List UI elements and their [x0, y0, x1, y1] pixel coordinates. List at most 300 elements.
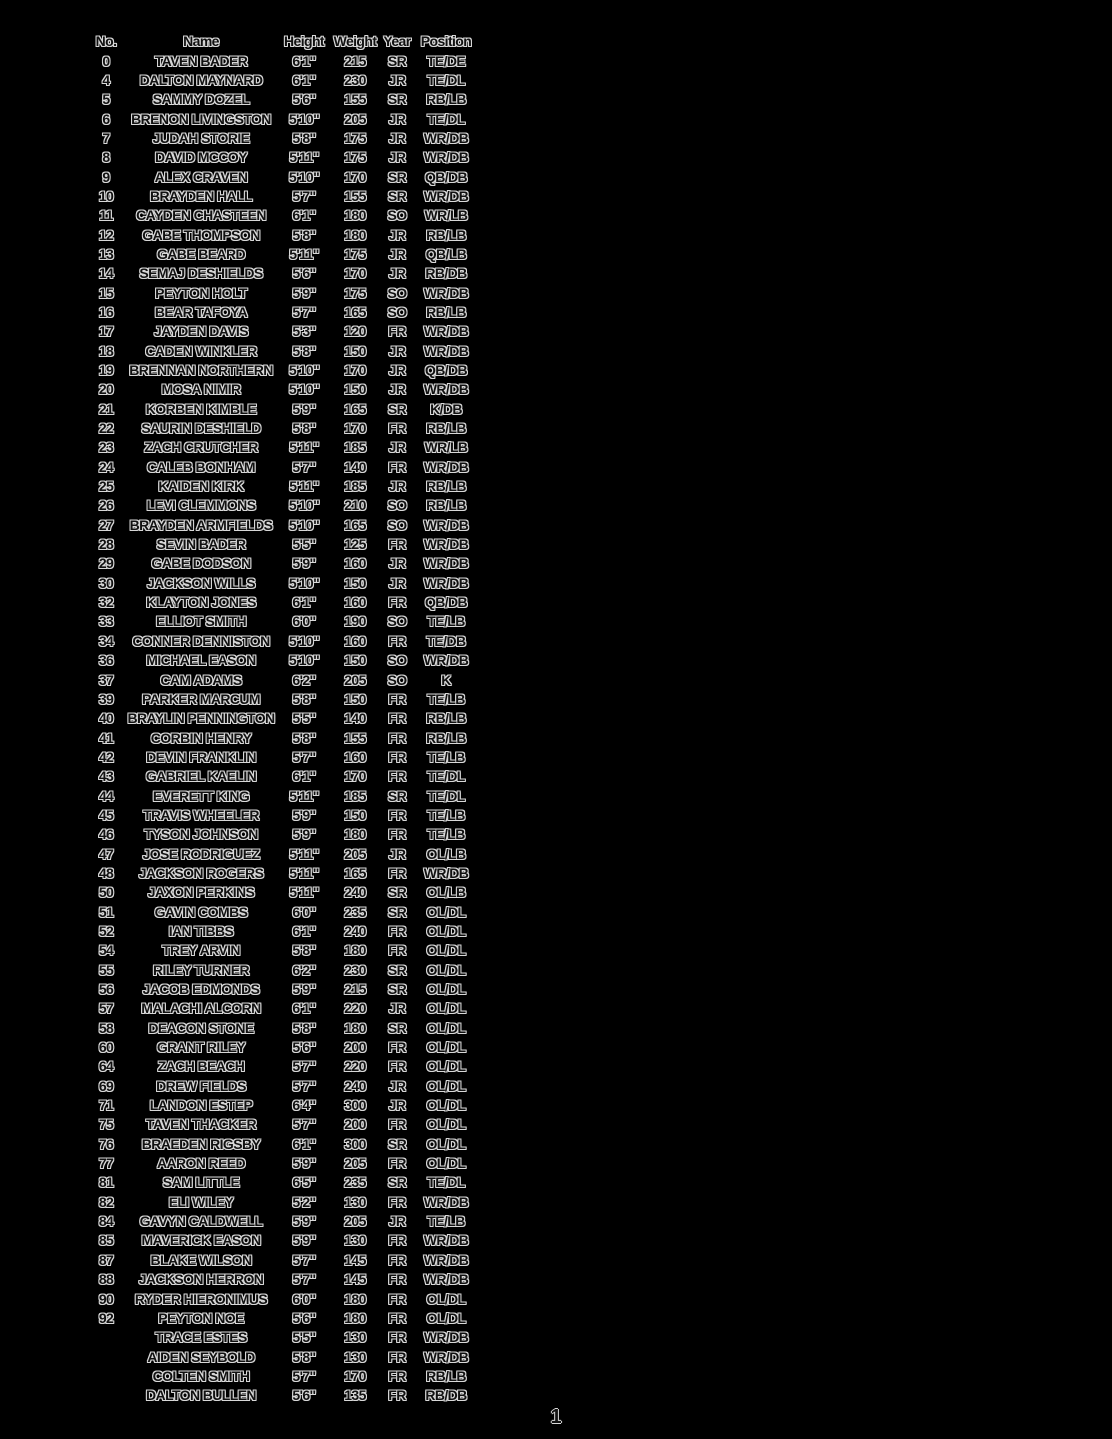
player-weight-cell: 190 — [344, 613, 366, 630]
player-name-cell: ELLIOT SMITH — [155, 613, 246, 630]
player-no-cell: 14 — [98, 265, 114, 282]
player-year-cell: JR — [388, 1097, 406, 1114]
player-weight-cell: 180 — [344, 826, 366, 843]
player-height-cell: 5'10" — [288, 574, 320, 591]
player-name-cell: GABE DODSON — [151, 555, 251, 572]
player-position-cell: RB/LB — [426, 226, 466, 243]
table-row — [86, 1386, 476, 1405]
player-year-cell: FR — [388, 1290, 406, 1307]
player-height-cell: 5'10" — [288, 652, 320, 669]
player-no-cell: 54 — [98, 942, 114, 959]
player-height-cell: 5'9" — [292, 806, 316, 823]
player-year-cell: FR — [388, 1329, 406, 1346]
player-name-cell: PEYTON HOLT — [155, 284, 247, 301]
player-weight-cell: 205 — [344, 671, 366, 688]
player-position-cell: WR/DB — [423, 1348, 469, 1365]
player-position-cell: TE/DE — [426, 52, 466, 69]
player-year-cell: FR — [388, 420, 406, 437]
player-name-cell: MOSA NIMIR — [161, 381, 241, 398]
player-height-cell: 5'10" — [288, 497, 320, 514]
player-position-cell: OL/DL — [426, 981, 466, 998]
player-name-cell: CADEN WINKLER — [145, 342, 257, 359]
table-row — [86, 670, 476, 689]
player-position-cell: WR/DB — [423, 129, 469, 146]
player-year-cell: JR — [388, 439, 406, 456]
player-year-cell: SR — [387, 884, 407, 901]
player-no-cell: 85 — [98, 1232, 114, 1249]
player-weight-cell: 175 — [344, 245, 366, 262]
table-row — [86, 554, 476, 573]
player-position-cell: OL/LB — [426, 884, 466, 901]
player-year-cell: SR — [387, 961, 407, 978]
player-height-cell: 6'0" — [292, 903, 316, 920]
header-height: Height — [284, 33, 324, 50]
player-height-cell: 5'10" — [288, 168, 320, 185]
player-name-cell: JAXON PERKINS — [147, 884, 255, 901]
player-height-cell: 5'10" — [288, 110, 320, 127]
player-weight-cell: 160 — [344, 594, 366, 611]
player-height-cell: 5'11" — [289, 845, 319, 862]
player-name-cell: GABRIEL KAELIN — [145, 768, 257, 785]
player-position-cell: WR/DB — [423, 1193, 469, 1210]
player-year-cell: SO — [387, 652, 407, 669]
player-year-cell: FR — [388, 1116, 406, 1133]
player-weight-cell: 130 — [344, 1348, 366, 1365]
table-row — [86, 51, 476, 70]
player-weight-cell: 235 — [344, 903, 366, 920]
player-height-cell: 5'7" — [292, 748, 316, 765]
player-no-cell: 24 — [98, 458, 114, 475]
player-position-cell: WR/DB — [423, 187, 469, 204]
player-weight-cell: 145 — [344, 1251, 366, 1268]
table-row — [86, 767, 476, 786]
player-weight-cell: 150 — [344, 806, 366, 823]
player-weight-cell: 170 — [344, 768, 366, 785]
player-year-cell: JR — [388, 574, 406, 591]
player-position-cell: WR/DB — [423, 323, 469, 340]
player-position-cell: RB/LB — [426, 497, 466, 514]
player-position-cell: QB/DB — [424, 168, 468, 185]
player-position-cell: TE/DL — [427, 787, 465, 804]
player-weight-cell: 140 — [344, 710, 366, 727]
player-weight-cell: 215 — [344, 981, 366, 998]
player-position-cell: WR/DB — [423, 149, 469, 166]
player-no-cell: 29 — [98, 555, 114, 572]
player-name-cell: GABE THOMPSON — [142, 226, 260, 243]
table-row — [86, 728, 476, 747]
table-row — [86, 516, 476, 535]
player-position-cell: OL/DL — [426, 1155, 466, 1172]
player-no-cell: 88 — [98, 1271, 114, 1288]
player-no-cell: 42 — [98, 748, 114, 765]
player-position-cell: QB/LB — [425, 245, 467, 262]
player-position-cell: WR/DB — [423, 574, 469, 591]
player-name-cell: SAMMY DOZEL — [152, 91, 250, 108]
player-weight-cell: 180 — [344, 1309, 366, 1326]
player-no-cell: 71 — [98, 1097, 114, 1114]
player-year-cell: SR — [387, 903, 407, 920]
player-name-cell: BRAYDEN HALL — [150, 187, 252, 204]
player-name-cell: TYSON JOHNSON — [144, 826, 258, 843]
header-position: Position — [420, 33, 472, 50]
player-no-cell: 40 — [98, 710, 114, 727]
player-name-cell: COLTEN SMITH — [152, 1367, 250, 1384]
player-year-cell: SO — [387, 207, 407, 224]
table-row — [86, 1154, 476, 1173]
player-name-cell: DEVIN FRANKLIN — [146, 748, 256, 765]
player-position-cell: TE/DB — [426, 632, 466, 649]
player-weight-cell: 200 — [344, 1039, 366, 1056]
header-year: Year — [383, 33, 411, 50]
player-year-cell: JR — [388, 149, 406, 166]
player-height-cell: 5'5" — [292, 710, 316, 727]
player-name-cell: BRAYLIN PENNINGTON — [127, 710, 275, 727]
player-year-cell: FR — [388, 690, 406, 707]
player-name-cell: TREY ARVIN — [162, 942, 240, 959]
table-row — [86, 902, 476, 921]
table-row — [86, 283, 476, 302]
player-height-cell: 5'6" — [292, 1039, 316, 1056]
player-weight-cell: 180 — [344, 942, 366, 959]
player-name-cell: ELI WILEY — [168, 1193, 234, 1210]
player-height-cell: 5'11" — [289, 787, 319, 804]
player-no-cell: 6 — [102, 110, 110, 127]
player-year-cell: SR — [387, 1174, 407, 1191]
table-row — [86, 245, 476, 264]
player-year-cell: SO — [387, 516, 407, 533]
player-year-cell: SR — [387, 1135, 407, 1152]
player-position-cell: RB/LB — [426, 729, 466, 746]
player-position-cell: WR/DB — [423, 342, 469, 359]
table-row — [86, 748, 476, 767]
player-height-cell: 5'3" — [292, 323, 316, 340]
table-row — [86, 593, 476, 612]
player-position-cell: K — [441, 671, 451, 688]
player-position-cell: QB/DB — [424, 362, 468, 379]
player-weight-cell: 130 — [344, 1193, 366, 1210]
table-row — [86, 458, 476, 477]
table-row — [86, 303, 476, 322]
player-weight-cell: 180 — [344, 1019, 366, 1036]
player-weight-cell: 175 — [344, 129, 366, 146]
player-height-cell: 5'11" — [289, 245, 319, 262]
table-row — [86, 1328, 476, 1347]
player-year-cell: SO — [387, 497, 407, 514]
table-row — [86, 1231, 476, 1250]
player-position-cell: OL/DL — [426, 903, 466, 920]
player-year-cell: FR — [388, 826, 406, 843]
player-year-cell: SO — [387, 284, 407, 301]
player-height-cell: 5'7" — [292, 1077, 316, 1094]
player-name-cell: KAIDEN KIRK — [158, 478, 244, 495]
player-name-cell: MALACHI ALCORN — [141, 1000, 261, 1017]
player-name-cell: SEVIN BADER — [156, 536, 246, 553]
player-position-cell: RB/LB — [426, 710, 466, 727]
player-year-cell: JR — [388, 478, 406, 495]
table-row — [86, 109, 476, 128]
player-year-cell: SO — [387, 613, 407, 630]
player-name-cell: GAVIN COMBS — [154, 903, 248, 920]
player-height-cell: 6'1" — [292, 594, 316, 611]
player-position-cell: QB/DB — [424, 594, 468, 611]
player-year-cell: FR — [388, 1039, 406, 1056]
player-height-cell: 5'5" — [292, 1329, 316, 1346]
table-row — [86, 1115, 476, 1134]
player-name-cell: RYDER HIERONIMUS — [134, 1290, 268, 1307]
player-weight-cell: 300 — [344, 1135, 366, 1152]
player-position-cell: OL/DL — [426, 942, 466, 959]
player-name-cell: CAYDEN CHASTEEN — [136, 207, 266, 224]
player-weight-cell: 140 — [344, 458, 366, 475]
player-position-cell: OL/LB — [426, 845, 466, 862]
player-position-cell: WR/DB — [423, 864, 469, 881]
player-position-cell: TE/LB — [427, 690, 465, 707]
player-weight-cell: 150 — [344, 574, 366, 591]
player-height-cell: 5'8" — [292, 1348, 316, 1365]
player-height-cell: 5'10" — [288, 632, 320, 649]
player-no-cell: 15 — [98, 284, 114, 301]
table-row — [86, 574, 476, 593]
player-position-cell: OL/DL — [426, 1077, 466, 1094]
player-no-cell: 46 — [98, 826, 114, 843]
player-position-cell: WR/LB — [424, 207, 468, 224]
player-weight-cell: 180 — [344, 226, 366, 243]
player-no-cell: 87 — [98, 1251, 114, 1268]
player-year-cell: FR — [388, 1232, 406, 1249]
player-year-cell: FR — [388, 594, 406, 611]
player-no-cell: 12 — [98, 226, 114, 243]
player-year-cell: FR — [388, 1155, 406, 1172]
player-height-cell: 5'11" — [289, 864, 319, 881]
player-no-cell: 7 — [102, 129, 110, 146]
player-weight-cell: 125 — [344, 536, 366, 553]
player-position-cell: K/DB — [430, 400, 462, 417]
player-name-cell: CORBIN HENRY — [150, 729, 252, 746]
player-year-cell: JR — [388, 245, 406, 262]
player-height-cell: 5'10" — [288, 516, 320, 533]
player-weight-cell: 220 — [344, 1000, 366, 1017]
player-height-cell: 6'1" — [292, 207, 316, 224]
player-weight-cell: 170 — [344, 168, 366, 185]
player-year-cell: SR — [387, 91, 407, 108]
header-no: No. — [95, 33, 117, 50]
player-name-cell: RILEY TURNER — [153, 961, 249, 978]
player-name-cell: JOSE RODRIGUEZ — [142, 845, 260, 862]
table-row — [86, 380, 476, 399]
table-row — [86, 148, 476, 167]
table-row — [86, 71, 476, 90]
player-weight-cell: 180 — [344, 207, 366, 224]
player-height-cell: 6'1" — [292, 768, 316, 785]
player-position-cell: RB/LB — [426, 1367, 466, 1384]
player-weight-cell: 300 — [344, 1097, 366, 1114]
table-row — [86, 1193, 476, 1212]
table-row — [86, 825, 476, 844]
player-height-cell: 6'2" — [292, 671, 316, 688]
table-row — [86, 709, 476, 728]
player-year-cell: JR — [388, 342, 406, 359]
player-year-cell: SR — [387, 187, 407, 204]
player-name-cell: BRENNAN NORTHERN — [129, 362, 273, 379]
table-row — [86, 1173, 476, 1192]
player-year-cell: SR — [387, 168, 407, 185]
player-no-cell: 26 — [98, 497, 114, 514]
player-name-cell: EVERETT KING — [152, 787, 250, 804]
player-weight-cell: 175 — [344, 149, 366, 166]
table-row — [86, 1270, 476, 1289]
player-position-cell: TE/LB — [427, 613, 465, 630]
player-position-cell: RB/LB — [426, 478, 466, 495]
player-year-cell: FR — [388, 323, 406, 340]
player-no-cell: 5 — [102, 91, 110, 108]
table-row — [86, 941, 476, 960]
player-weight-cell: 150 — [344, 381, 366, 398]
player-year-cell: JR — [388, 265, 406, 282]
player-height-cell: 5'7" — [292, 1251, 316, 1268]
player-height-cell: 5'8" — [292, 690, 316, 707]
player-weight-cell: 240 — [344, 884, 366, 901]
table-row — [86, 961, 476, 980]
player-height-cell: 6'1" — [292, 1135, 316, 1152]
player-height-cell: 5'9" — [292, 826, 316, 843]
player-no-cell: 13 — [98, 245, 114, 262]
player-weight-cell: 180 — [344, 1290, 366, 1307]
player-no-cell: 44 — [98, 787, 114, 804]
player-no-cell: 27 — [98, 516, 114, 533]
player-no-cell: 57 — [98, 1000, 114, 1017]
player-year-cell: SR — [387, 400, 407, 417]
player-no-cell: 30 — [98, 574, 114, 591]
player-height-cell: 5'6" — [292, 91, 316, 108]
player-no-cell: 92 — [98, 1309, 114, 1326]
player-no-cell — [86, 1367, 126, 1386]
player-height-cell: 6'0" — [292, 613, 316, 630]
player-height-cell: 5'8" — [292, 129, 316, 146]
player-no-cell: 28 — [98, 536, 114, 553]
player-name-cell: LANDON ESTEP — [149, 1097, 253, 1114]
player-position-cell: WR/DB — [423, 1271, 469, 1288]
player-no-cell: 19 — [98, 362, 114, 379]
player-height-cell: 5'6" — [292, 1387, 316, 1404]
player-weight-cell: 170 — [344, 265, 366, 282]
player-no-cell: 47 — [98, 845, 114, 862]
player-no-cell: 10 — [98, 187, 114, 204]
player-weight-cell: 150 — [344, 342, 366, 359]
player-name-cell: BRENON LIVINGSTON — [131, 110, 271, 127]
player-name-cell: BRAYDEN ARMFIELDS — [129, 516, 273, 533]
player-height-cell: 5'10" — [288, 381, 320, 398]
player-name-cell: MAVERICK EASON — [141, 1232, 261, 1249]
player-name-cell: CAM ADAMS — [160, 671, 242, 688]
player-weight-cell: 230 — [344, 71, 366, 88]
table-row — [86, 264, 476, 283]
player-height-cell: 5'7" — [292, 1058, 316, 1075]
table-row — [86, 322, 476, 341]
player-no-cell: 45 — [98, 806, 114, 823]
table-row — [86, 187, 476, 206]
player-height-cell: 6'1" — [292, 52, 316, 69]
player-no-cell: 69 — [98, 1077, 114, 1094]
player-weight-cell: 135 — [344, 1387, 366, 1404]
player-name-cell: SAM LITTLE — [162, 1174, 240, 1191]
table-row — [86, 535, 476, 554]
player-height-cell: 5'7" — [292, 458, 316, 475]
player-name-cell: GRANT RILEY — [156, 1039, 246, 1056]
table-row — [86, 632, 476, 651]
player-height-cell: 6'4" — [292, 1097, 316, 1114]
player-year-cell: JR — [388, 362, 406, 379]
player-height-cell: 5'11" — [289, 884, 319, 901]
player-position-cell: TE/LB — [427, 748, 465, 765]
player-height-cell: 6'5" — [292, 1174, 316, 1191]
table-row — [86, 129, 476, 148]
player-year-cell: FR — [388, 1271, 406, 1288]
player-no-cell: 16 — [98, 303, 114, 320]
table-row — [86, 922, 476, 941]
player-height-cell: 5'8" — [292, 342, 316, 359]
roster-header — [86, 32, 476, 51]
player-weight-cell: 150 — [344, 652, 366, 669]
player-position-cell: RB/LB — [426, 303, 466, 320]
player-height-cell: 5'8" — [292, 942, 316, 959]
player-weight-cell: 145 — [344, 1271, 366, 1288]
player-position-cell: RB/LB — [426, 91, 466, 108]
player-height-cell: 6'0" — [292, 1290, 316, 1307]
table-row — [86, 206, 476, 225]
player-no-cell: 77 — [98, 1155, 114, 1172]
player-name-cell: JAYDEN DAVIS — [154, 323, 248, 340]
player-no-cell: 43 — [98, 768, 114, 785]
player-position-cell: WR/DB — [423, 1251, 469, 1268]
table-row — [86, 806, 476, 825]
player-year-cell: FR — [388, 768, 406, 785]
player-weight-cell: 165 — [344, 516, 366, 533]
player-name-cell: AARON REED — [156, 1155, 246, 1172]
player-height-cell: 5'11" — [289, 478, 319, 495]
player-year-cell: FR — [388, 864, 406, 881]
player-no-cell: 9 — [102, 168, 110, 185]
player-name-cell: KORBEN KIMBLE — [145, 400, 257, 417]
table-row — [86, 864, 476, 883]
player-height-cell: 5'11" — [289, 439, 319, 456]
player-no-cell: 90 — [98, 1290, 114, 1307]
player-height-cell: 6'1" — [292, 71, 316, 88]
table-row — [86, 361, 476, 380]
player-name-cell: ZACH CRUTCHER — [144, 439, 258, 456]
player-year-cell: FR — [388, 1367, 406, 1384]
player-position-cell: TE/DL — [427, 110, 465, 127]
table-row — [86, 496, 476, 515]
player-year-cell: JR — [388, 1000, 406, 1017]
player-weight-cell: 240 — [344, 922, 366, 939]
player-no-cell: 39 — [98, 690, 114, 707]
table-row — [86, 1135, 476, 1154]
player-weight-cell: 130 — [344, 1329, 366, 1346]
player-year-cell: JR — [388, 1213, 406, 1230]
player-year-cell: FR — [388, 1251, 406, 1268]
table-row — [86, 883, 476, 902]
player-weight-cell: 205 — [344, 1213, 366, 1230]
player-no-cell: 64 — [98, 1058, 114, 1075]
player-year-cell: FR — [388, 729, 406, 746]
player-year-cell: SR — [387, 1019, 407, 1036]
player-height-cell: 5'7" — [292, 187, 316, 204]
player-name-cell: TAVEN THACKER — [146, 1116, 256, 1133]
player-name-cell: JACKSON WILLS — [146, 574, 256, 591]
player-no-cell: 22 — [98, 420, 114, 437]
player-no-cell: 48 — [98, 864, 114, 881]
player-name-cell: TRAVIS WHEELER — [143, 806, 259, 823]
